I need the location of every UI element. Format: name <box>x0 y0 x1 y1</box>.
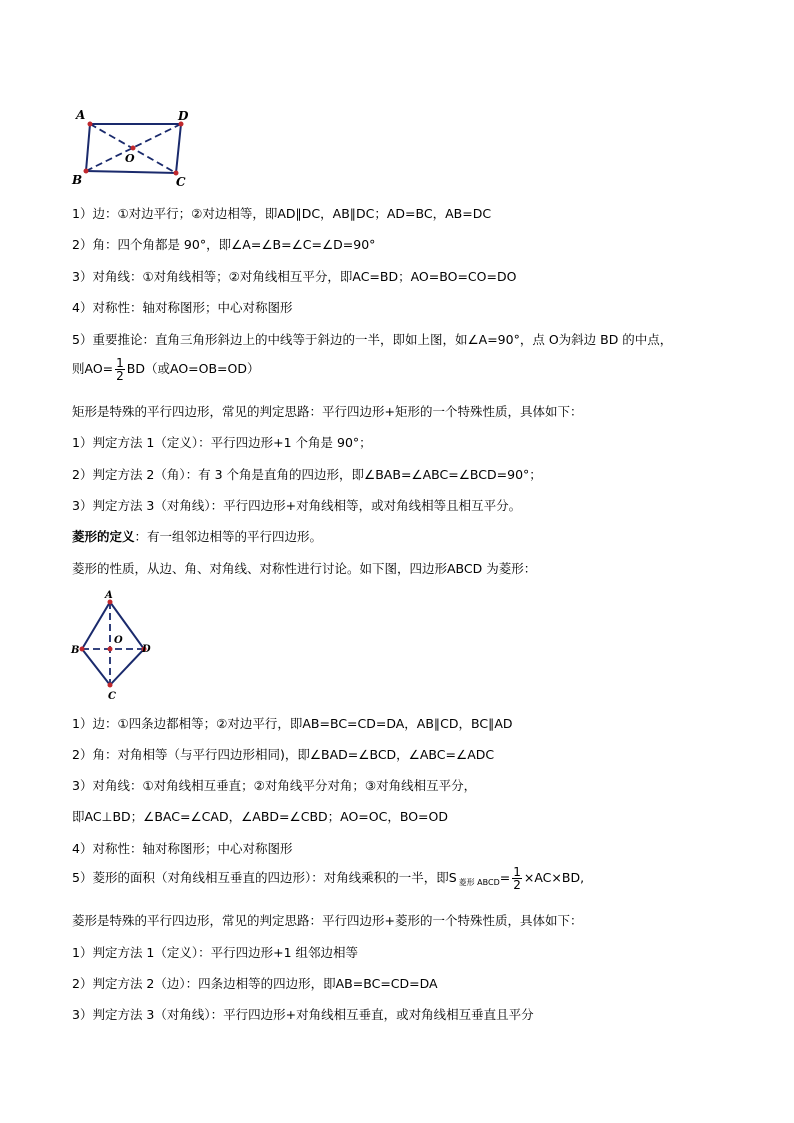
area-formula <box>72 866 584 891</box>
label-d: D <box>142 644 151 655</box>
rhombus-definition <box>72 529 322 545</box>
area-pre: 5）菱形的面积（对角线相互垂直的四边形）：对角线乘积的一半，即S <box>72 870 457 885</box>
text-line: 1）边：①四条边都相等；②对边平行，即AB=BC=CD=DA，AB∥CD，BC∥AD <box>72 716 513 731</box>
text-line: 3）判定方法 3（对角线）：平行四边形+对角线相互垂直，或对角线相互垂直且平分 <box>72 1007 534 1022</box>
text-line: 3）对角线：①对角线相互垂直；②对角线平分对角；③对角线相互平分， <box>72 778 477 793</box>
text-line: 菱形的性质，从边、角、对角线、对称性进行讨论。如下图，四边形ABCD 为菱形： <box>72 561 537 576</box>
text-line: 1）判定方法 1（定义）：平行四边形+1 个角是 90°； <box>72 435 372 450</box>
label-c: C <box>108 691 116 702</box>
definition-term: 菱形的定义 <box>72 529 135 544</box>
formula-pre: 则AO= <box>72 361 114 376</box>
label-b: B <box>72 173 83 187</box>
fraction: $\frac{1}{2}$ <box>116 356 124 383</box>
text-line: 2）判定方法 2（角）：有 3 个角是直角的四边形，即∠BAB=∠ABC=∠BCD=90°； <box>72 467 542 482</box>
label-o: O <box>125 152 135 165</box>
text-line: 矩形是特殊的平行四边形，常见的判定思路：平行四边形+矩形的一个特殊性质，具体如下： <box>72 404 583 419</box>
text-line: 2）判定方法 2（边）：四条边相等的四边形，即AB=BC=CD=DA <box>72 976 438 991</box>
label-b: B <box>71 645 80 656</box>
rhombus-figure <box>68 588 158 706</box>
label-a: A <box>76 108 86 122</box>
area-subscript: 菱形 ABCD <box>458 878 500 887</box>
text-line: 1）判定方法 1（定义）：平行四边形+1 组邻边相等 <box>72 945 359 960</box>
label-d: D <box>178 109 189 123</box>
text-line: 5）重要推论：直角三角形斜边上的中线等于斜边的一半，即如上图，如∠A=90°，点 O为斜边 BD 的中点， <box>72 332 673 347</box>
text-line: 4）对称性：轴对称图形；中心对称图形 <box>72 300 293 315</box>
area-eq: = <box>499 870 511 885</box>
fraction: $\frac{1}{2}$ <box>513 865 521 892</box>
text-line: 3）判定方法 3（对角线）：平行四边形+对角线相等，或对角线相等且相互平分。 <box>72 498 522 513</box>
label-a: A <box>105 590 113 601</box>
text-line: 2）角：对角相等（与平行四边形相同)，即∠BAD=∠BCD，∠ABC=∠ADC <box>72 747 495 762</box>
label-c: C <box>176 175 186 189</box>
definition-text: ：有一组邻边相等的平行四边形。 <box>134 529 323 544</box>
text-line: 3）对角线：①对角线相等；②对角线相互平分，即AC=BD；AO=BO=CO=DO <box>72 269 517 284</box>
text-line: 2）角：四个角都是 90°，即∠A=∠B=∠C=∠D=90° <box>72 237 376 252</box>
median-formula <box>72 357 260 382</box>
text-line: 4）对称性：轴对称图形；中心对称图形 <box>72 841 293 856</box>
text-line: 菱形是特殊的平行四边形，常见的判定思路：平行四边形+菱形的一个特殊性质，具体如下： <box>72 913 583 928</box>
area-post: ×AC×BD, <box>523 870 585 885</box>
text-line: 1）边：①对边平行；②对边相等，即AD∥DC，AB∥DC；AD=BC，AB=DC <box>72 206 492 221</box>
label-o: O <box>114 635 123 646</box>
formula-post: BD（或AO=OB=OD） <box>126 361 260 376</box>
rhombus-outline <box>82 602 144 685</box>
rectangle-figure <box>68 104 198 194</box>
text-line: 即AC⊥BD；∠BAC=∠CAD，∠ABD=∠CBD；AO=OC，BO=OD <box>72 809 448 824</box>
